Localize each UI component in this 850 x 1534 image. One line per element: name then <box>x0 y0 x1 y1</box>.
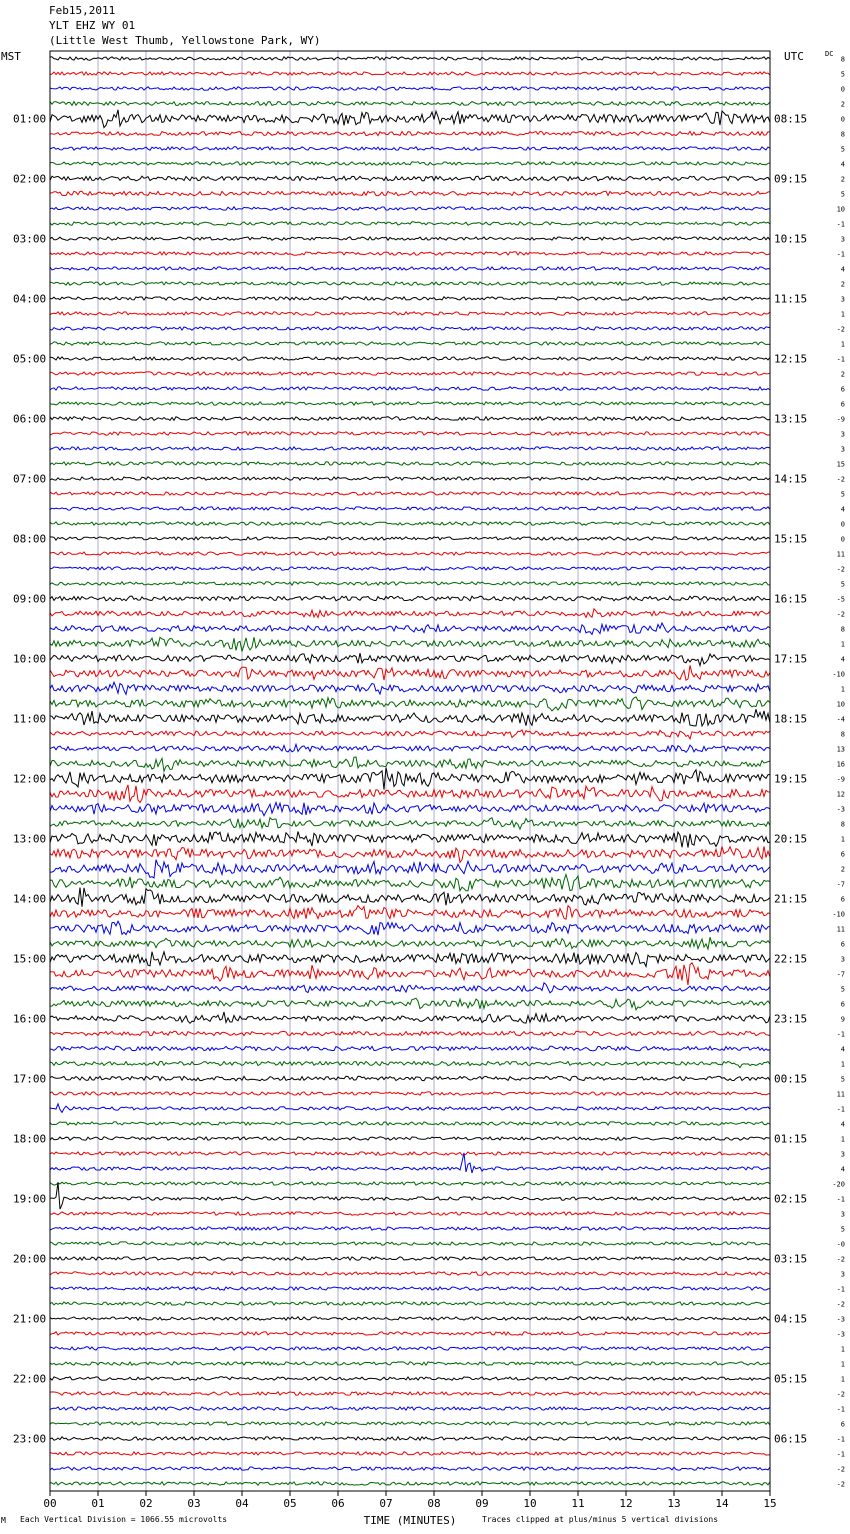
left-hour-label: 03:00 <box>13 232 47 246</box>
dc-offset-label: -1 <box>836 1435 845 1444</box>
x-tick-label: 06 <box>331 1497 345 1510</box>
left-hour-label: 07:00 <box>13 472 47 486</box>
dc-offset-label: 5 <box>840 190 845 199</box>
trace-row-25 <box>50 432 770 435</box>
dc-offset-label: -3 <box>836 1315 845 1324</box>
trace-row-27 <box>50 462 770 465</box>
trace-row-8 <box>50 176 770 181</box>
dc-offset-label: -1 <box>836 250 845 259</box>
x-tick-label: 05 <box>283 1497 297 1510</box>
dc-offset-label: -7 <box>836 880 845 889</box>
trace-row-41 <box>50 665 770 680</box>
right-hour-label: 10:15 <box>774 232 808 246</box>
dc-offset-label: -10 <box>832 670 845 679</box>
left-hour-label: 11:00 <box>13 712 47 726</box>
trace-row-75 <box>50 1182 770 1185</box>
dc-offset-label: -1 <box>836 1285 845 1294</box>
plot-frame <box>50 51 770 1491</box>
trace-row-10 <box>50 207 770 210</box>
dc-offset-label: 5 <box>840 580 845 589</box>
dc-offset-label: -5 <box>836 595 845 604</box>
dc-offset-label: 1 <box>840 310 845 319</box>
x-tick-label: 12 <box>619 1497 633 1510</box>
dc-offset-label: 3 <box>840 1210 845 1219</box>
left-hour-label: 15:00 <box>13 952 47 966</box>
trace-row-28 <box>50 477 770 480</box>
dc-offset-label: 6 <box>840 1420 845 1429</box>
right-hour-label: 03:15 <box>774 1252 808 1266</box>
dc-offset-label: -1 <box>836 1105 845 1114</box>
x-tick-label: 01 <box>91 1497 105 1510</box>
x-tick-label: 08 <box>427 1497 441 1510</box>
right-hour-label: 12:15 <box>774 352 808 366</box>
trace-row-60 <box>50 952 770 967</box>
right-hour-label: 21:15 <box>774 892 808 906</box>
dc-offset-label: -2 <box>836 1480 845 1489</box>
x-tick-label: 03 <box>187 1497 201 1510</box>
dc-offset-label: -9 <box>836 415 845 424</box>
trace-row-0 <box>50 57 770 60</box>
location-subtitle: (Little West Thumb, Yellowstone Park, WY) <box>49 34 321 47</box>
trace-row-61 <box>50 963 770 985</box>
trace-row-44 <box>50 709 770 726</box>
trace-row-86 <box>50 1347 770 1350</box>
dc-offset-label: -3 <box>836 1330 845 1339</box>
dc-offset-label: 12 <box>836 790 845 799</box>
right-hour-label: 16:15 <box>774 592 808 606</box>
trace-row-66 <box>50 1046 770 1050</box>
left-hour-label: 09:00 <box>13 592 47 606</box>
x-tick-label: 10 <box>523 1497 537 1510</box>
left-hour-label: 22:00 <box>13 1372 47 1386</box>
trace-row-1 <box>50 72 770 75</box>
trace-row-9 <box>50 191 770 195</box>
trace-row-77 <box>50 1212 770 1215</box>
trace-row-53 <box>50 846 770 862</box>
trace-row-88 <box>50 1377 770 1380</box>
left-hour-label: 08:00 <box>13 532 47 546</box>
left-hour-label: 04:00 <box>13 292 47 306</box>
trace-row-59 <box>50 937 770 949</box>
x-tick-label: 11 <box>571 1497 585 1510</box>
trace-row-65 <box>50 1031 770 1035</box>
right-hour-label: 06:15 <box>774 1432 808 1446</box>
dc-offset-label: 2 <box>840 280 845 289</box>
right-hour-label: 00:15 <box>774 1072 808 1086</box>
trace-row-26 <box>50 447 770 450</box>
x-tick-label: 09 <box>475 1497 489 1510</box>
trace-row-22 <box>50 387 770 390</box>
trace-row-85 <box>50 1332 770 1335</box>
dc-offset-label: 3 <box>840 1150 845 1159</box>
dc-offset-label: 4 <box>840 505 845 514</box>
dc-offset-label: 4 <box>840 1045 845 1054</box>
trace-row-84 <box>50 1317 770 1320</box>
trace-row-2 <box>50 87 770 90</box>
trace-row-91 <box>50 1422 770 1425</box>
dc-offset-label: 4 <box>840 655 845 664</box>
trace-row-87 <box>50 1362 770 1365</box>
dc-offset-label: 1 <box>840 1060 845 1069</box>
trace-row-55 <box>50 874 770 890</box>
dc-offset-label: 4 <box>840 160 845 169</box>
left-hour-label: 18:00 <box>13 1132 47 1146</box>
trace-row-52 <box>50 832 770 848</box>
trace-row-68 <box>50 1076 770 1080</box>
dc-offset-label: 8 <box>840 730 845 739</box>
dc-offset-label: 3 <box>840 235 845 244</box>
trace-row-73 <box>50 1152 770 1155</box>
right-hour-label: 11:15 <box>774 292 808 306</box>
dc-offset-label: -20 <box>832 1180 845 1189</box>
trace-row-80 <box>50 1257 770 1260</box>
dc-offset-label: -4 <box>836 715 845 724</box>
dc-offset-label: 2 <box>840 175 845 184</box>
trace-row-94 <box>50 1467 770 1470</box>
trace-row-4 <box>50 110 770 128</box>
dc-offset-label: 10 <box>836 700 845 709</box>
trace-row-42 <box>50 682 770 694</box>
dc-offset-label: 6 <box>840 1000 845 1009</box>
left-hour-label: 20:00 <box>13 1252 47 1266</box>
dc-offset-label: 1 <box>840 340 845 349</box>
right-hour-label: 09:15 <box>774 172 808 186</box>
trace-row-40 <box>50 653 770 666</box>
trace-row-67 <box>50 1061 770 1067</box>
trace-row-15 <box>50 282 770 285</box>
dc-offset-label: 0 <box>840 85 845 94</box>
left-hour-label: 10:00 <box>13 652 47 666</box>
x-tick-label: 07 <box>379 1497 393 1510</box>
dc-offset-label: 5 <box>840 490 845 499</box>
dc-offset-label: 11 <box>836 1090 845 1099</box>
right-hour-label: 15:15 <box>774 532 808 546</box>
dc-offset-label: -2 <box>836 565 845 574</box>
dc-offset-label: 3 <box>840 295 845 304</box>
left-hour-label: 19:00 <box>13 1192 47 1206</box>
trace-row-70 <box>50 1104 770 1113</box>
trace-row-39 <box>50 637 770 651</box>
dc-offset-label: 8 <box>840 130 845 139</box>
dc-offset-label: 11 <box>836 925 845 934</box>
trace-row-7 <box>50 162 770 165</box>
trace-group <box>50 57 770 1485</box>
trace-row-95 <box>50 1482 770 1485</box>
trace-row-47 <box>50 757 770 771</box>
dc-offset-label: 1 <box>840 640 845 649</box>
trace-row-71 <box>50 1122 770 1125</box>
dc-offset-label: 15 <box>836 460 845 469</box>
trace-row-36 <box>50 596 770 601</box>
right-time-labels <box>774 113 807 1446</box>
trace-row-23 <box>50 402 770 405</box>
trace-row-81 <box>50 1272 770 1275</box>
dc-offset-label: 5 <box>840 985 845 994</box>
trace-row-90 <box>50 1407 770 1410</box>
left-hour-label: 16:00 <box>13 1012 47 1026</box>
trace-row-62 <box>50 983 770 993</box>
dc-offset-label: 6 <box>840 850 845 859</box>
dc-offset-label: -1 <box>836 355 845 364</box>
trace-row-82 <box>50 1287 770 1290</box>
trace-row-74 <box>50 1153 770 1173</box>
left-hour-label: 01:00 <box>13 112 47 126</box>
dc-offset-label: 2 <box>840 370 845 379</box>
trace-row-57 <box>50 906 770 920</box>
dc-offset-label: -2 <box>836 1465 845 1474</box>
trace-row-76 <box>50 1182 770 1209</box>
dc-offset-label: 2 <box>840 100 845 109</box>
dc-offset-label: 16 <box>836 760 845 769</box>
dc-offset-label: -2 <box>836 610 845 619</box>
left-hour-label: 02:00 <box>13 172 47 186</box>
dc-offset-label: 6 <box>840 895 845 904</box>
dc-offset-label: 1 <box>840 1345 845 1354</box>
trace-row-46 <box>50 744 770 752</box>
dc-offset-label: 1 <box>840 685 845 694</box>
dc-offset-label: 11 <box>836 550 845 559</box>
trace-row-32 <box>50 537 770 540</box>
right-hour-label: 23:15 <box>774 1012 808 1026</box>
trace-row-63 <box>50 998 770 1010</box>
left-hour-label: 14:00 <box>13 892 47 906</box>
trace-row-83 <box>50 1302 770 1305</box>
x-tick-label: 14 <box>715 1497 729 1510</box>
x-tick-label: 02 <box>139 1497 153 1510</box>
dc-offset-label: 8 <box>840 625 845 634</box>
dc-offset-label: -2 <box>836 475 845 484</box>
dc-offset-label: 3 <box>840 445 845 454</box>
vertical-division-note: Each Vertical Division = 1066.55 microvolts <box>20 1515 228 1524</box>
dc-offset-label: 6 <box>840 400 845 409</box>
trace-row-45 <box>50 730 770 739</box>
trace-row-93 <box>50 1452 770 1455</box>
dc-offset-label: 3 <box>840 430 845 439</box>
left-hour-label: 05:00 <box>13 352 47 366</box>
trace-row-33 <box>50 552 770 555</box>
trace-row-64 <box>50 1012 770 1023</box>
trace-row-14 <box>50 267 770 270</box>
right-hour-label: 20:15 <box>774 832 808 846</box>
dc-offset-label: 0 <box>840 520 845 529</box>
right-hour-label: 18:15 <box>774 712 808 726</box>
x-tick-label: 15 <box>763 1497 777 1510</box>
left-timezone-label: MST <box>1 50 21 63</box>
clipping-note: Traces clipped at plus/minus 5 vertical divisions <box>482 1515 719 1524</box>
dc-offset-label: -3 <box>836 805 845 814</box>
left-time-labels <box>13 113 46 1446</box>
trace-row-11 <box>50 222 770 225</box>
left-hour-label: 12:00 <box>13 772 47 786</box>
right-hour-label: 14:15 <box>774 472 808 486</box>
dc-offset-label: -0 <box>836 1240 845 1249</box>
trace-row-3 <box>50 102 770 106</box>
dc-offset-label: -2 <box>836 325 845 334</box>
left-hour-label: 13:00 <box>13 832 47 846</box>
trace-row-72 <box>50 1137 770 1140</box>
dc-offset-label: 3 <box>840 1270 845 1279</box>
dc-offset-label: 5 <box>840 1075 845 1084</box>
dc-offset-label: 8 <box>840 55 845 64</box>
trace-row-24 <box>50 417 770 421</box>
trace-row-92 <box>50 1437 770 1440</box>
trace-row-31 <box>50 522 770 525</box>
dc-offset-label: 2 <box>840 865 845 874</box>
left-hour-label: 17:00 <box>13 1072 47 1086</box>
dc-offset-label: 8 <box>840 820 845 829</box>
trace-row-16 <box>50 297 770 300</box>
left-hour-label: 06:00 <box>13 412 47 426</box>
left-hour-label: 23:00 <box>13 1432 47 1446</box>
dc-offset-label: 10 <box>836 205 845 214</box>
dc-offset-label: -7 <box>836 970 845 979</box>
trace-row-50 <box>50 802 770 815</box>
trace-row-51 <box>50 818 770 830</box>
trace-row-6 <box>50 147 770 150</box>
trace-row-58 <box>50 921 770 935</box>
x-tick-label: 00 <box>43 1497 57 1510</box>
trace-row-89 <box>50 1392 770 1395</box>
dc-offset-label: 9 <box>840 1015 845 1024</box>
dc-offset-label: -1 <box>836 1030 845 1039</box>
x-tick-label: 04 <box>235 1497 249 1510</box>
x-axis-title: TIME (MINUTES) <box>363 1514 457 1527</box>
dc-offset-label: 5 <box>840 70 845 79</box>
right-hour-label: 01:15 <box>774 1132 808 1146</box>
left-hour-label: 21:00 <box>13 1312 47 1326</box>
trace-row-20 <box>50 357 770 360</box>
trace-row-56 <box>50 888 770 907</box>
trace-row-37 <box>50 609 770 618</box>
right-hour-label: 02:15 <box>774 1192 808 1206</box>
dc-offset-label: 1 <box>840 1375 845 1384</box>
dc-offset-label: 1 <box>840 835 845 844</box>
dc-offset-labels <box>832 56 845 1489</box>
right-hour-label: 22:15 <box>774 952 808 966</box>
dc-offset-label: 5 <box>840 145 845 154</box>
trace-row-18 <box>50 327 770 330</box>
trace-row-30 <box>50 507 770 510</box>
date-title: Feb15,2011 <box>49 4 116 17</box>
dc-offset-label: 13 <box>836 745 845 754</box>
trace-row-48 <box>50 768 770 790</box>
right-hour-label: 04:15 <box>774 1312 808 1326</box>
trace-row-29 <box>50 492 770 495</box>
dc-offset-label: -1 <box>836 1450 845 1459</box>
dc-offset-label: 1 <box>840 1135 845 1144</box>
trace-row-12 <box>50 237 770 240</box>
x-axis-ticks <box>43 1491 776 1510</box>
dc-offset-label: -2 <box>836 1300 845 1309</box>
dc-offset-label: -2 <box>836 1390 845 1399</box>
dc-offset-label: -1 <box>836 220 845 229</box>
trace-row-69 <box>50 1092 770 1095</box>
right-hour-label: 19:15 <box>774 772 808 786</box>
dc-offset-label: 6 <box>840 385 845 394</box>
right-timezone-label: UTC <box>784 50 804 63</box>
dc-offset-label: 0 <box>840 535 845 544</box>
dc-offset-label: 4 <box>840 1165 845 1174</box>
x-tick-label: 13 <box>667 1497 681 1510</box>
trace-row-34 <box>50 567 770 570</box>
dc-offset-label: 5 <box>840 1225 845 1234</box>
dc-offset-label: -9 <box>836 775 845 784</box>
trace-row-54 <box>50 860 770 878</box>
trace-row-38 <box>50 623 770 634</box>
dc-offset-label: 4 <box>840 265 845 274</box>
trace-row-17 <box>50 312 770 315</box>
dc-offset-label: 0 <box>840 115 845 124</box>
trace-row-43 <box>50 697 770 711</box>
dc-offset-label: -1 <box>836 1405 845 1414</box>
trace-row-35 <box>50 582 770 585</box>
dc-column-label: DC <box>825 50 834 58</box>
trace-row-19 <box>50 342 770 345</box>
trace-row-78 <box>50 1227 770 1230</box>
dc-offset-label: -2 <box>836 1255 845 1264</box>
dc-offset-label: 6 <box>840 940 845 949</box>
right-hour-label: 05:15 <box>774 1372 808 1386</box>
trace-row-49 <box>50 785 770 803</box>
dc-offset-label: 1 <box>840 1360 845 1369</box>
dc-offset-label: -10 <box>832 910 845 919</box>
dc-offset-label: -1 <box>836 1195 845 1204</box>
station-title: YLT EHZ WY 01 <box>49 19 136 32</box>
trace-row-5 <box>50 131 770 135</box>
right-hour-label: 08:15 <box>774 112 808 126</box>
dc-offset-label: 4 <box>840 1120 845 1129</box>
right-hour-label: 17:15 <box>774 652 808 666</box>
trace-row-21 <box>50 372 770 375</box>
dc-offset-label: 3 <box>840 955 845 964</box>
trace-row-79 <box>50 1242 770 1245</box>
footer-mark: M <box>1 1516 6 1525</box>
trace-row-13 <box>50 252 770 255</box>
right-hour-label: 13:15 <box>774 412 808 426</box>
